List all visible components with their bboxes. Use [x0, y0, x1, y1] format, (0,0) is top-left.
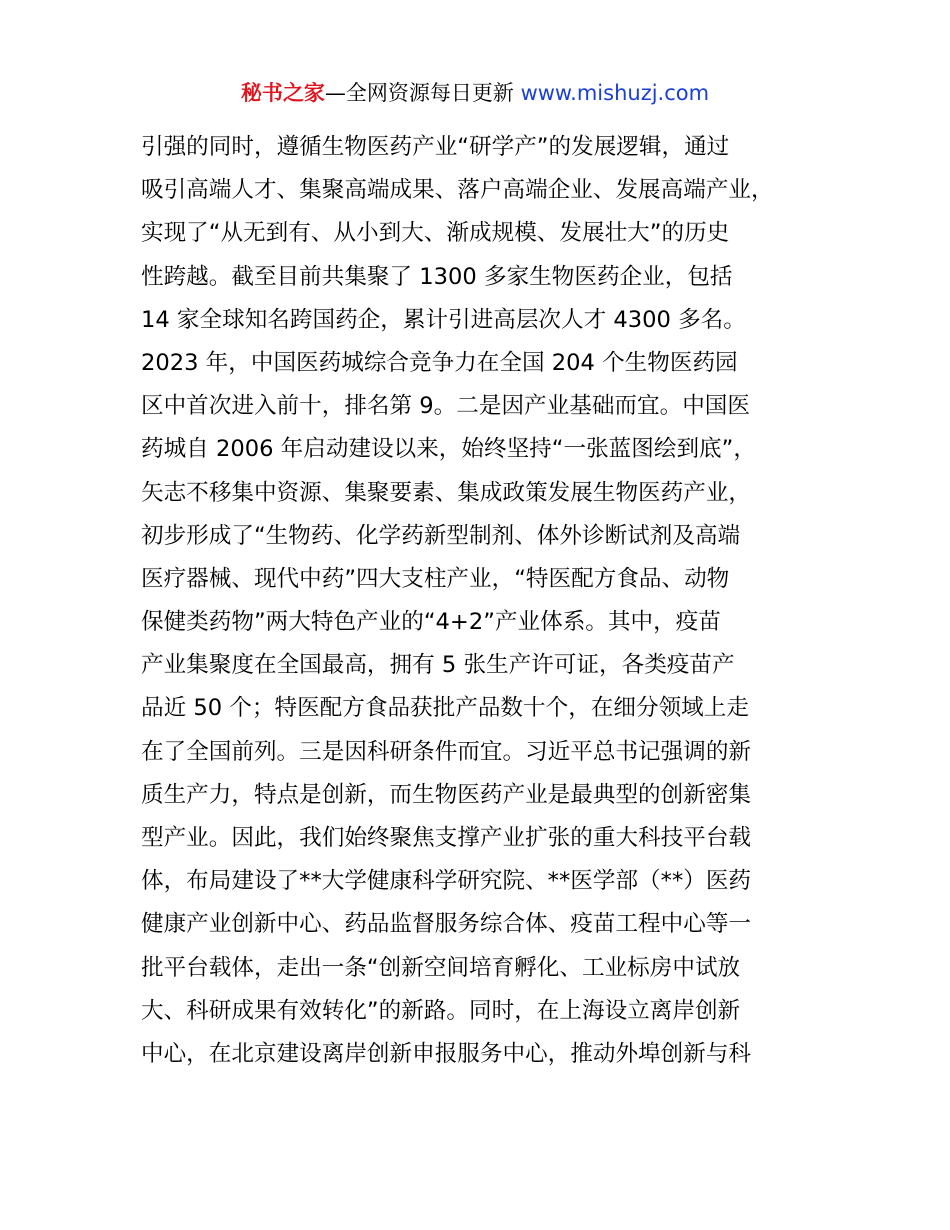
text-line: 矢志不移集中资源、集聚要素、集成政策发展生物医药产业，	[141, 479, 752, 506]
text-line: 健康产业创新中心、药品监督服务综合体、疫苗工程中心等一	[141, 911, 752, 938]
header-tagline: —全网资源每日更新	[324, 81, 521, 105]
text-line: 初步形成了“生物药、化学药新型制剂、体外诊断试剂及高端	[141, 522, 741, 549]
text-line: 体，布局建设了**大学健康科学研究院、**医学部（**）医药	[141, 868, 752, 895]
text-line: 性跨越。截至目前共集聚了 1300 多家生物医药企业，包括	[141, 263, 733, 290]
brand-name: 秘书之家	[240, 81, 325, 105]
text-line: 实现了“从无到有、从小到大、渐成规模、发展壮大”的历史	[141, 220, 730, 247]
text-line: 产业集聚度在全国最高，拥有 5 张生产许可证，各类疫苗产	[141, 652, 735, 679]
text-line: 大、科研成果有效转化”的新路。同时，在上海设立离岸创新	[141, 997, 741, 1024]
document-body	[141, 126, 841, 1076]
text-line: 14 家全球知名跨国药企，累计引进高层次人才 4300 多名。	[141, 306, 746, 333]
text-line: 质生产力，特点是创新，而生物医药产业是最典型的创新密集	[141, 781, 752, 808]
site-link[interactable]: www.mishuzj.com	[520, 81, 710, 105]
text-line: 医疗器械、现代中药”四大支柱产业，“特医配方食品、动物	[141, 565, 730, 592]
text-line: 保健类药物”两大特色产业的“4+2”产业体系。其中，疫苗	[141, 609, 721, 636]
text-line: 药城自 2006 年启动建设以来，始终坚持“一张蓝图绘到底”，	[141, 436, 756, 463]
text-line: 吸引高端人才、集聚高端成果、落户高端企业、发展高端产业，	[141, 177, 774, 204]
text-line: 2023 年，中国医药城综合竞争力在全国 204 个生物医药园	[141, 349, 738, 376]
text-line: 批平台载体，走出一条“创新空间培育孵化、工业标房中试放	[141, 954, 741, 981]
page-header	[0, 78, 950, 108]
text-line: 型产业。因此，我们始终聚焦支撑产业扩张的重大科技平台载	[141, 825, 752, 851]
text-line: 区中首次进入前十，排名第 9。二是因产业基础而宜。中国医	[141, 393, 750, 420]
text-line: 在了全国前列。三是因科研条件而宜。习近平总书记强调的新	[141, 738, 752, 765]
text-line: 引强的同时，遵循生物医药产业“研学产”的发展逻辑，通过	[141, 134, 730, 160]
text-line: 品近 50 个；特医配方食品获批产品数十个，在细分领域上走	[141, 695, 749, 722]
text-line: 中心，在北京建设离岸创新申报服务中心，推动外埠创新与科	[141, 1040, 752, 1067]
